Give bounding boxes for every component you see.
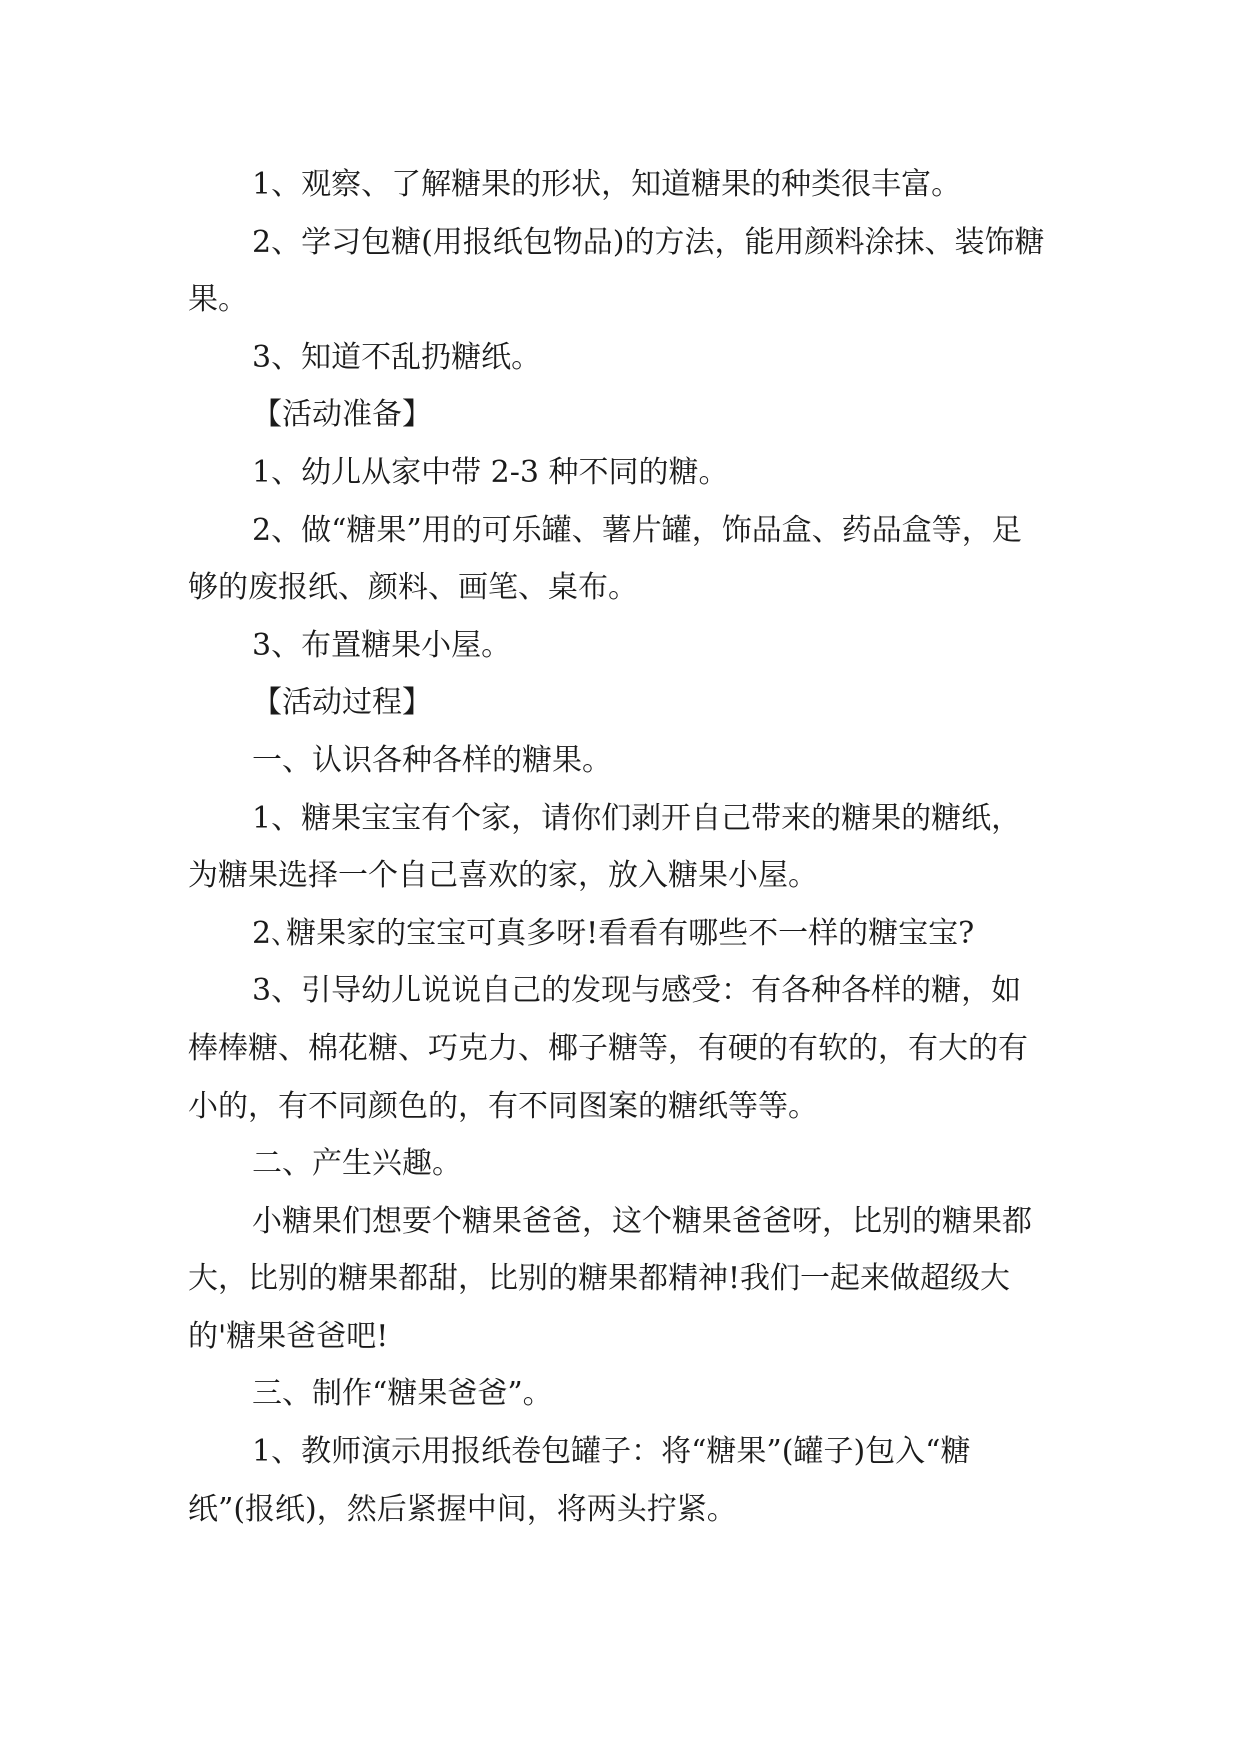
preparation-paragraph-2: 2、做“糖果”用的可乐罐、薯片罐，饰品盒、药品盒等，足够的废报纸、颜料、画笔、桌布。 bbox=[188, 512, 1022, 606]
goal-paragraph-2: 2、学习包糖(用报纸包物品)的方法，能用颜料涂抹、装饰糖果。 bbox=[188, 224, 1045, 318]
making-paragraph-1: 1、教师演示用报纸卷包罐子：将“糖果”(罐子)包入“糖纸”(报纸)，然后紧握中间，将两头拧紧。 bbox=[188, 1434, 971, 1527]
process-paragraph-3: 3、引导幼儿说说自己的发现与感受：有各种各样的糖，如棒棒糖、棉花糖、巧克力、椰子糖等，有硬的有软的，有大的有小的，有不同颜色的，有不同图案的糖纸等等。 bbox=[188, 973, 1028, 1124]
process-step-heading-3: 三、制作“糖果爸爸”。 bbox=[252, 1376, 553, 1412]
section-heading-preparation: 【活动准备】 bbox=[252, 397, 432, 433]
preparation-paragraph-3: 3、布置糖果小屋。 bbox=[252, 627, 512, 663]
process-step-heading-2: 二、产生兴趣。 bbox=[252, 1146, 462, 1182]
process-paragraph-2: 2､糖果家的宝宝可真多呀!看看有哪些不一样的糖宝宝? bbox=[252, 915, 975, 951]
goal-paragraph-1: 1、观察、了解糖果的形状，知道糖果的种类很丰富。 bbox=[252, 167, 962, 202]
document-body bbox=[188, 156, 1050, 1538]
process-step-heading-1: 一、认识各种各样的糖果。 bbox=[252, 742, 612, 778]
preparation-paragraph-1: 1、幼儿从家中带 2-3 种不同的糖。 bbox=[252, 454, 729, 490]
interest-paragraph: 小糖果们想要个糖果爸爸，这个糖果爸爸呀，比别的糖果都大，比别的糖果都甜，比别的糖果都精神!我们一起来做超级大的'糖果爸爸吧! bbox=[188, 1203, 1032, 1354]
process-paragraph-1: 1、糖果宝宝有个家，请你们剥开自己带来的糖果的糖纸，为糖果选择一个自己喜欢的家，放入糖果小屋。 bbox=[188, 800, 1022, 894]
goal-paragraph-3: 3、知道不乱扔糖纸。 bbox=[252, 339, 542, 375]
section-heading-process: 【活动过程】 bbox=[252, 685, 432, 721]
